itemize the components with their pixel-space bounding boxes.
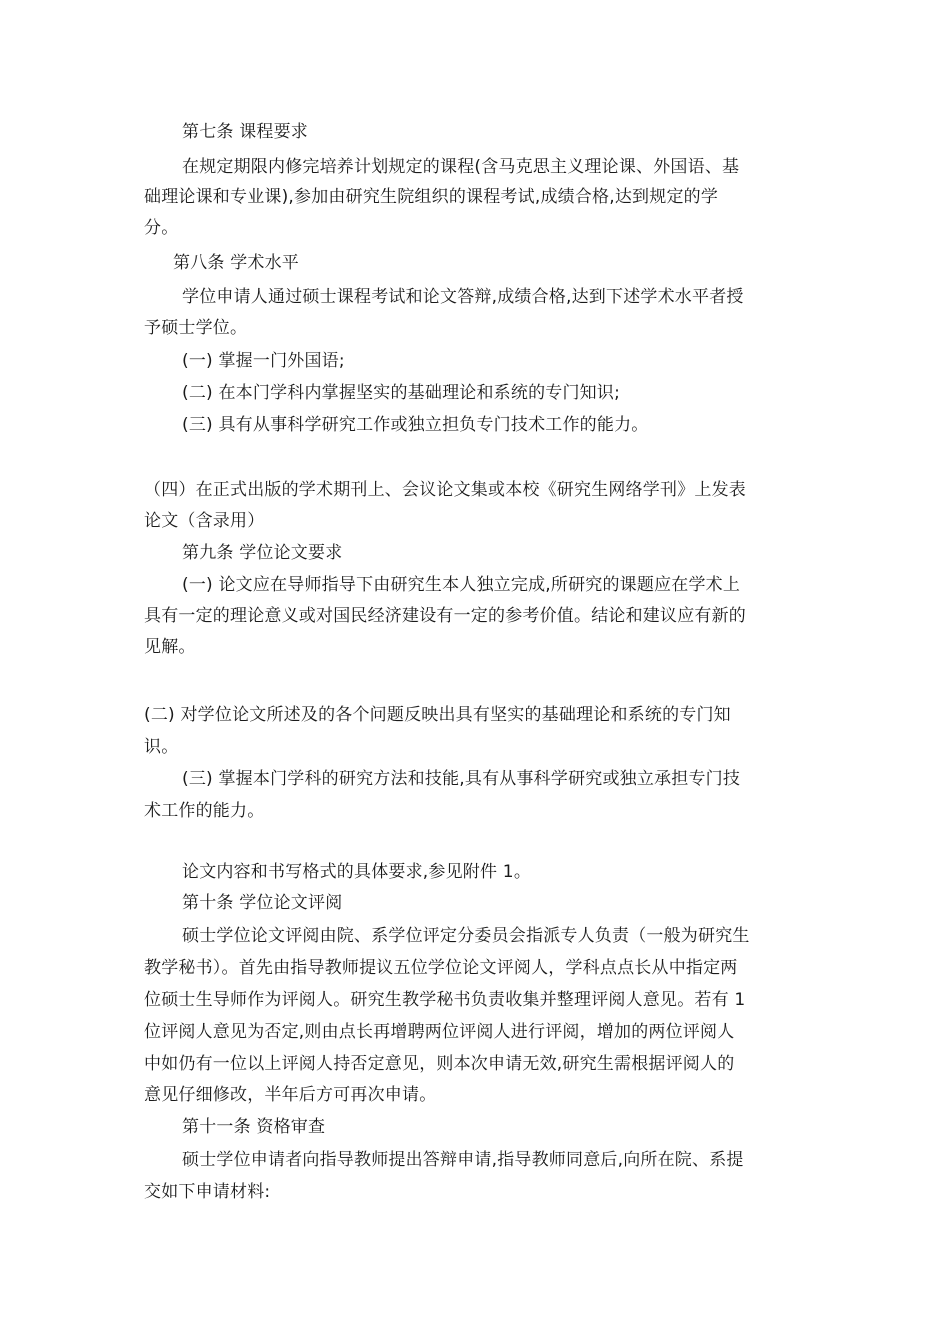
article-10-text-line: 中如仍有一位以上评阅人持否定意见，则本次申请无效,研究生需根据评阅人的 xyxy=(144,1054,735,1074)
article-8-heading: 第八条 学术水平 xyxy=(173,253,300,273)
article-9-item: (二) 对学位论文所述及的各个问题反映出具有坚实的基础理论和系统的专门知 xyxy=(144,705,731,725)
article-9-appendix-note: 论文内容和书写格式的具体要求,参见附件 1。 xyxy=(182,862,532,882)
article-10-heading: 第十条 学位论文评阅 xyxy=(182,893,343,913)
article-7-text-line: 础理论课和专业课),参加由研究生院组织的课程考试,成绩合格,达到规定的学 xyxy=(144,187,719,207)
article-8-item: (一) 掌握一门外国语; xyxy=(182,351,345,371)
article-7-text-line: 分。 xyxy=(144,218,179,238)
article-9-item: 术工作的能力。 xyxy=(144,801,265,821)
article-8-text-line: 学位申请人通过硕士课程考试和论文答辩,成绩合格,达到下述学术水平者授 xyxy=(182,287,744,307)
article-11-text-line: 交如下申请材料: xyxy=(144,1182,271,1202)
article-10-text-line: 意见仔细修改，半年后方可再次申请。 xyxy=(144,1085,437,1105)
article-9-item: 识。 xyxy=(144,737,179,757)
article-8-text-line: 予硕士学位。 xyxy=(144,318,248,338)
article-9-item: (三) 掌握本门学科的研究方法和技能,具有从事科学研究或独立承担专门技 xyxy=(182,769,741,789)
article-10-text-line: 教学秘书）。首先由指导教师提议五位学位论文评阅人，学科点点长从中指定两 xyxy=(144,958,738,978)
article-8-item: (二) 在本门学科内掌握坚实的基础理论和系统的专门知识; xyxy=(182,383,620,403)
article-11-text-line: 硕士学位申请者向指导教师提出答辩申请,指导教师同意后,向所在院、系提 xyxy=(182,1150,744,1170)
article-10-text-line: 硕士学位论文评阅由院、系学位评定分委员会指派专人负责（一般为研究生 xyxy=(182,926,750,946)
article-7-heading: 第七条 课程要求 xyxy=(182,122,309,142)
article-8-item: （四）在正式出版的学术期刊上、会议论文集或本校《研究生网络学刊》上发表 xyxy=(144,480,746,500)
article-9-item: (一) 论文应在导师指导下由研究生本人独立完成,所研究的课题应在学术上 xyxy=(182,575,741,595)
article-8-item: (三) 具有从事科学研究工作或独立担负专门技术工作的能力。 xyxy=(182,415,649,435)
article-9-heading: 第九条 学位论文要求 xyxy=(182,543,343,563)
article-7-text-line: 在规定期限内修完培养计划规定的课程(含马克思主义理论课、外国语、基 xyxy=(182,157,740,177)
article-10-text-line: 位评阅人意见为否定,则由点长再增聘两位评阅人进行评阅，增加的两位评阅人 xyxy=(144,1022,735,1042)
article-9-item: 见解。 xyxy=(144,637,196,657)
article-10-text-line: 位硕士生导师作为评阅人。研究生教学秘书负责收集并整理评阅人意见。若有 1 xyxy=(144,990,746,1010)
article-11-heading: 第十一条 资格审查 xyxy=(182,1117,326,1137)
article-9-item: 具有一定的理论意义或对国民经济建设有一定的参考价值。结论和建议应有新的 xyxy=(144,606,746,626)
article-8-item: 论文（含录用） xyxy=(144,511,265,531)
